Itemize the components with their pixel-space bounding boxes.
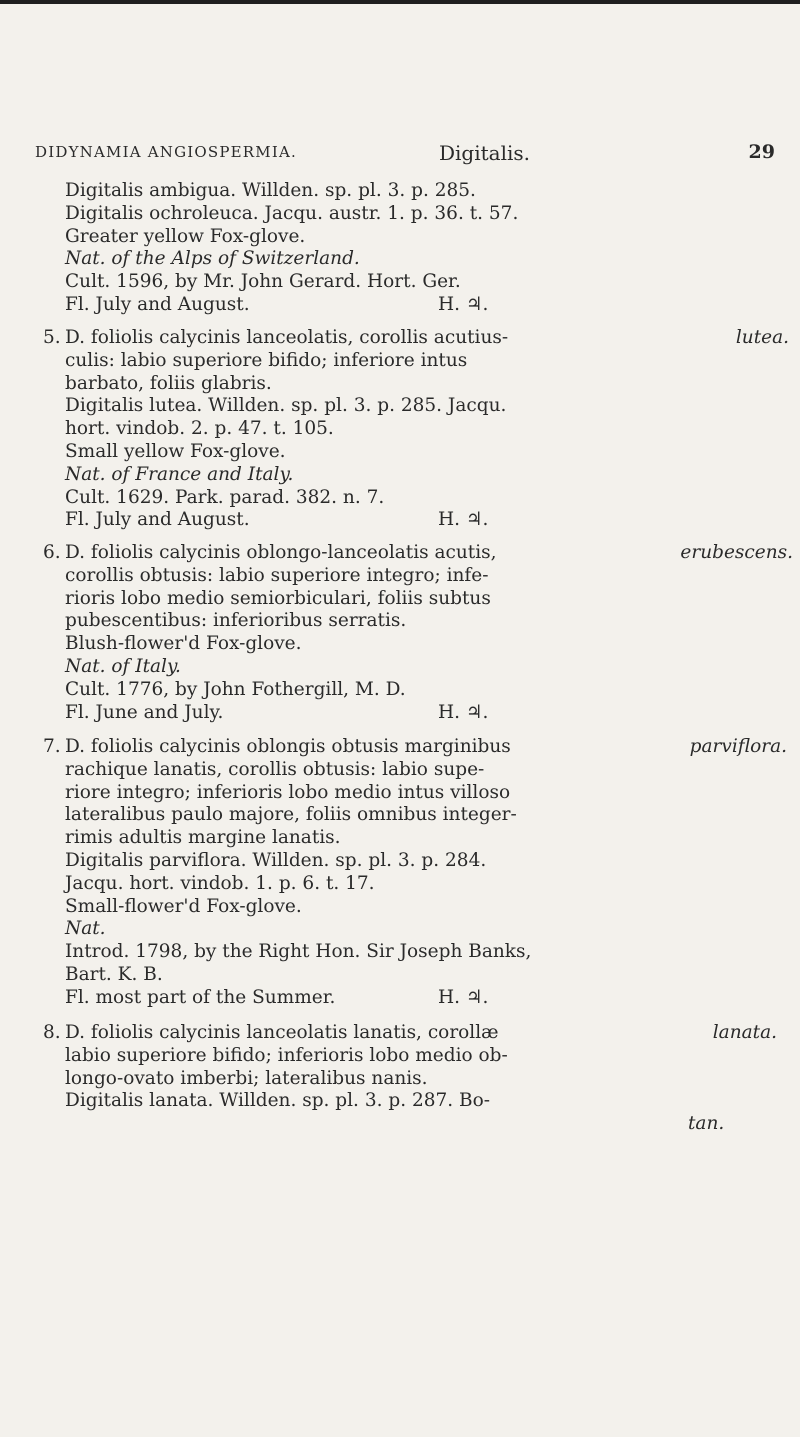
- entry-line: pubescentibus: inferioribus serratis.: [65, 610, 407, 632]
- entry-number: 7.: [43, 736, 61, 757]
- entry-line: lateralibus paulo majore, foliis omnibus integer-: [65, 804, 517, 826]
- entry-6: [43, 542, 793, 724]
- entry-line: labio superiore bifido; inferioris lobo medio ob-: [65, 1044, 508, 1066]
- entry-line: Small yellow Fox-glove.: [65, 440, 286, 462]
- trivial-name: parviflora.: [689, 736, 787, 757]
- entry-line: Greater yellow Fox-glove.: [65, 225, 306, 247]
- entry-line: hort. vindob. 2. p. 47. t. 105.: [65, 418, 334, 440]
- entry-line: longo-ovato imberbi; lateralibus nanis.: [65, 1067, 428, 1089]
- entry-line: 6. D. foliolis calycinis oblongo-lanceolatis acutis, erubescens.: [43, 542, 793, 563]
- trivial-name: erubescens.: [680, 542, 793, 563]
- habit-label: H. ♃.: [438, 509, 489, 531]
- entry-line: Cult. 1596, by Mr. John Gerard. Hort. Ger.: [65, 271, 461, 293]
- entry-line: Fl. July and August. H. ♃.: [65, 293, 489, 315]
- entry-line: riore integro; inferioris lobo medio intus villoso: [65, 781, 511, 803]
- entry-5: [43, 327, 789, 532]
- entry-line: 7. D. foliolis calycinis oblongis obtusis marginibus parviflora.: [43, 736, 787, 757]
- running-header: [35, 143, 775, 169]
- entry-line: Digitalis ochroleuca. Jacqu. austr. 1. p. 36. t. 57.: [65, 202, 519, 224]
- entry-line: culis: labio superiore bifido; inferiore intus: [65, 349, 468, 371]
- entry-line: barbato, foliis glabris.: [65, 372, 272, 394]
- entry-number: 6.: [43, 542, 61, 563]
- running-title: DIDYNAMIA ANGIOSPERMIA.: [35, 143, 297, 161]
- entry-line: rachique lanatis, corollis obtusis: labio supe-: [65, 758, 485, 780]
- entry-line: 5. D. foliolis calycinis lanceolatis, corollis acutius- lutea.: [43, 327, 789, 348]
- page-number: 29: [748, 141, 775, 163]
- entry-line: Nat. of Italy.: [65, 655, 181, 677]
- entry-line: Blush-flower'd Fox-glove.: [65, 633, 302, 655]
- trivial-name: lanata.: [712, 1022, 777, 1043]
- entry-line: Cult. 1629. Park. parad. 382. n. 7.: [65, 486, 385, 508]
- entry-line: Digitalis parviflora. Willden. sp. pl. 3. p. 284.: [65, 849, 487, 871]
- habit-label: H. ♃.: [438, 986, 489, 1008]
- entry-line: Nat. of the Alps of Switzerland.: [65, 248, 360, 270]
- trivial-name: lutea.: [735, 327, 789, 348]
- entry-number: 5.: [43, 327, 61, 348]
- entry-line: rioris lobo medio semiorbiculari, foliis subtus: [65, 587, 491, 609]
- entry-line: Digitalis lanata. Willden. sp. pl. 3. p. 287. Bo-: [65, 1090, 491, 1112]
- entry-line: Jacqu. hort. vindob. 1. p. 6. t. 17.: [65, 872, 375, 894]
- entry-line: Digitalis ambigua. Willden. sp. pl. 3. p. 285.: [65, 180, 476, 201]
- entry-line: Fl. most part of the Summer. H. ♃.: [65, 986, 489, 1008]
- page-edge: [0, 0, 800, 4]
- entry-line: Small-flower'd Fox-glove.: [65, 895, 302, 917]
- habit-label: H. ♃.: [438, 293, 489, 315]
- entry-line: corollis obtusis: labio superiore integro; infe-: [65, 564, 489, 586]
- entry-7: [43, 736, 787, 1010]
- entry-line: Digitalis lutea. Willden. sp. pl. 3. p. 285. Jacqu.: [65, 395, 507, 417]
- entry-line: 8. D. foliolis calycinis lanceolatis lanatis, corollæ lanata.: [43, 1022, 777, 1043]
- entry-line: Fl. June and July. H. ♃.: [65, 701, 489, 723]
- entry-line: Nat.: [65, 918, 106, 940]
- entry-line: Bart. K. B.: [65, 963, 163, 985]
- entry-line: Nat. of France and Italy.: [65, 463, 294, 485]
- entry-number: 8.: [43, 1022, 61, 1043]
- entry-line: Introd. 1798, by the Right Hon. Sir Joseph Banks,: [65, 941, 532, 963]
- entry-line: tan.: [688, 1113, 725, 1135]
- habit-label: H. ♃.: [438, 701, 489, 723]
- entry-line: Cult. 1776, by John Fothergill, M. D.: [65, 678, 406, 700]
- entry-continuation: [43, 180, 763, 317]
- entry-8: [43, 1022, 777, 1136]
- genus-title: Digitalis.: [439, 141, 531, 165]
- entry-line: rimis adultis margine lanatis.: [65, 827, 341, 849]
- entry-line: Fl. July and August. H. ♃.: [65, 509, 489, 531]
